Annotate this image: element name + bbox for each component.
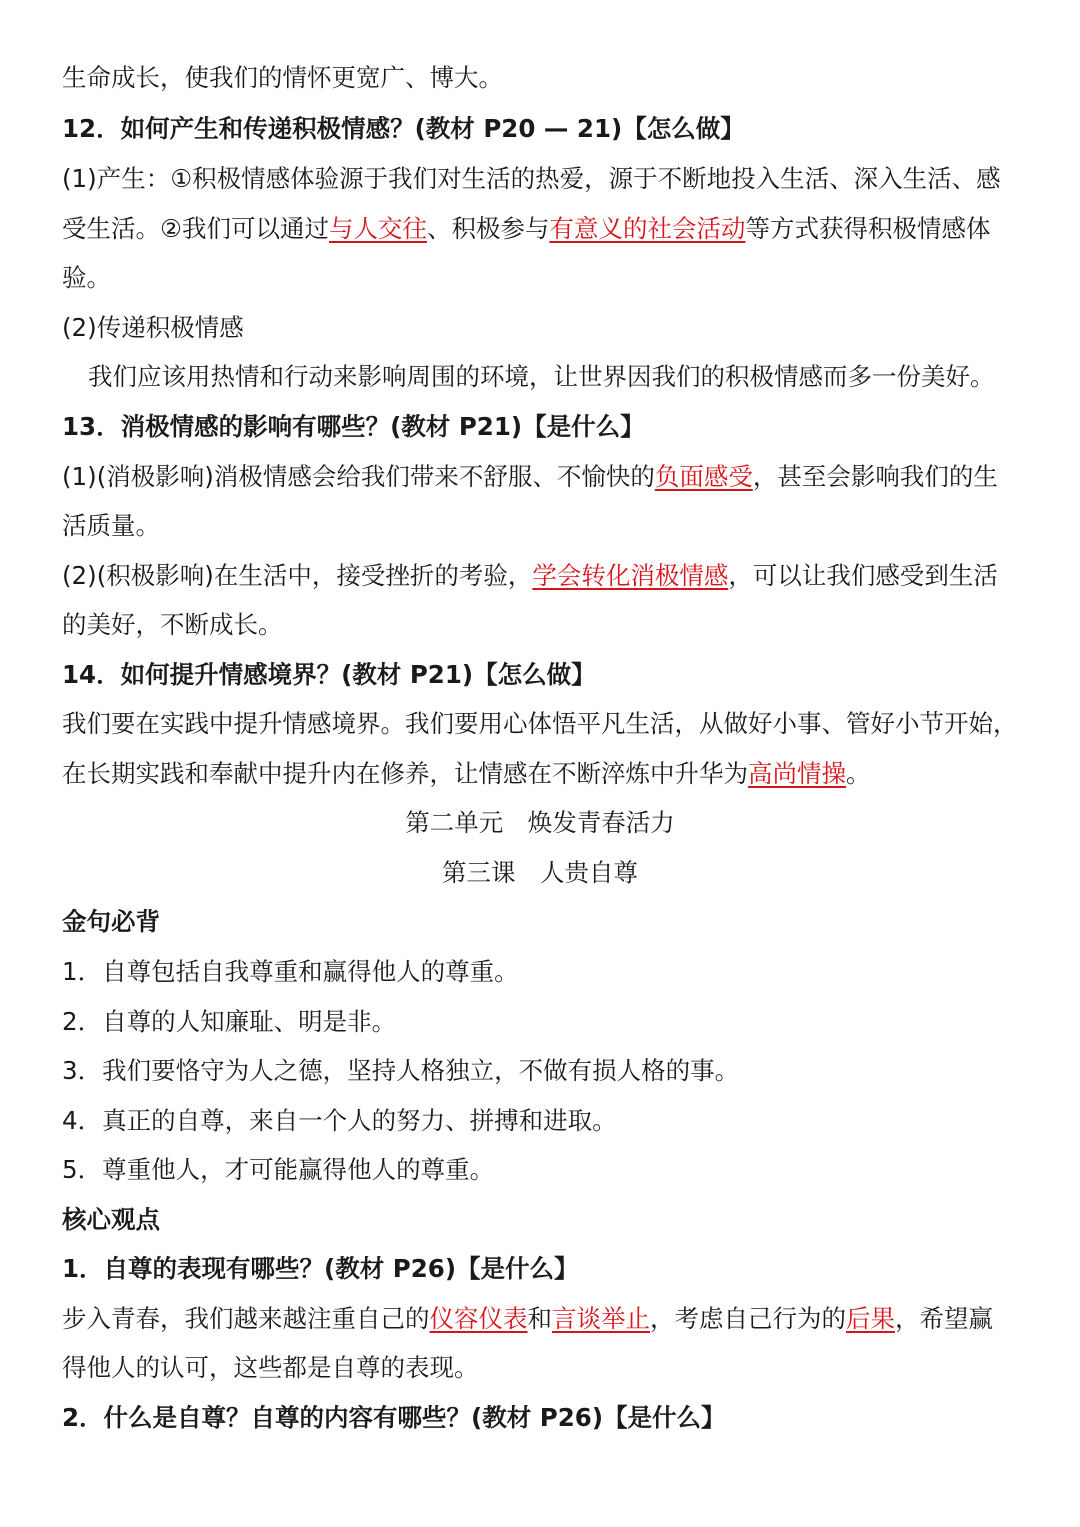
- heading-text: 1．自尊的表现有哪些？(教材 P26)【是什么】: [62, 1254, 579, 1283]
- line-text: 2．自尊的人知廉耻、明是非。: [62, 1007, 397, 1036]
- line-text: ，可以让我们感受到生活: [728, 561, 998, 590]
- text-line: [62, 313, 244, 343]
- line-text: 步入青春，我们越来越注重自己的: [62, 1304, 430, 1333]
- line-text: (2)传递积极情感: [62, 313, 244, 342]
- key-term: 与人交往: [328, 214, 427, 243]
- line-text: 等方式获得积极情感体: [745, 214, 991, 243]
- heading-text: 14．如何提升情感境界？(教材 P21)【怎么做】: [62, 660, 596, 689]
- text-line: [62, 1353, 479, 1383]
- line-text: 和: [527, 1304, 552, 1333]
- unit-title: [0, 808, 1080, 838]
- key-term: 后果: [846, 1304, 895, 1333]
- line-text: 我们应该用热情和行动来影响周围的环境，让世界因我们的积极情感而多一份美好。: [88, 362, 995, 391]
- text-line: [62, 462, 998, 492]
- text-line: [62, 610, 283, 640]
- line-text: ，希望赢: [895, 1304, 993, 1333]
- question-heading-12: [62, 114, 745, 144]
- text-line: [62, 709, 1018, 739]
- text-line: [62, 63, 503, 93]
- line-text: (1)(消极影响)消极情感会给我们带来不舒服、不愉快的: [62, 462, 655, 491]
- line-text: 3．我们要恪守为人之德，坚持人格独立，不做有损人格的事。: [62, 1056, 740, 1085]
- key-term: 有意义的社会活动: [549, 214, 746, 243]
- lesson-title-text: 第三课 人贵自尊: [442, 858, 638, 887]
- heading-text: 金句必背: [62, 907, 160, 936]
- line-text: 的美好，不断成长。: [62, 610, 283, 639]
- line-text: 。: [846, 759, 871, 788]
- line-text: 得他人的认可，这些都是自尊的表现。: [62, 1353, 479, 1382]
- line-text: 5．尊重他人，才可能赢得他人的尊重。: [62, 1155, 495, 1184]
- line-text: 4．真正的自尊，来自一个人的努力、拼搏和进取。: [62, 1106, 617, 1135]
- list-item: [62, 1155, 494, 1185]
- heading-text: 12．如何产生和传递积极情感？(教材 P20 — 21)【怎么做】: [62, 114, 745, 143]
- list-item: [62, 1106, 617, 1136]
- line-text: (2)(积极影响)在生活中，接受挫折的考验，: [62, 561, 533, 590]
- text-line: [62, 561, 998, 591]
- line-text: 、积极参与: [426, 214, 550, 243]
- line-text: 在长期实践和奉献中提升内在修养，让情感在不断淬炼中升华为: [62, 759, 748, 788]
- lesson-title: [0, 858, 1080, 888]
- text-line: [62, 511, 160, 541]
- list-item: [62, 1056, 739, 1086]
- list-item: [62, 1007, 396, 1037]
- key-term: 高尚情操: [748, 759, 846, 788]
- question-heading-c1: [62, 1254, 579, 1284]
- line-text: 验。: [62, 263, 111, 292]
- text-line: [62, 759, 871, 789]
- text-line: [62, 164, 1001, 194]
- line-text: 生命成长，使我们的情怀更宽广、博大。: [62, 63, 503, 92]
- question-heading-13: [62, 412, 645, 442]
- section-heading-core-points: [62, 1205, 160, 1235]
- key-term: 学会转化消极情感: [532, 561, 729, 590]
- question-heading-14: [62, 660, 596, 690]
- text-line: [88, 362, 995, 392]
- key-term: 仪容仪表: [429, 1304, 528, 1333]
- line-text: 活质量。: [62, 511, 160, 540]
- unit-title-text: 第二单元 焕发青春活力: [405, 808, 675, 837]
- text-line: [62, 214, 990, 244]
- heading-text: 核心观点: [62, 1205, 160, 1234]
- line-text: ，考虑自己行为的: [650, 1304, 846, 1333]
- text-line: [62, 263, 111, 293]
- question-heading-c2: [62, 1403, 726, 1433]
- line-text: 1．自尊包括自我尊重和赢得他人的尊重。: [62, 957, 519, 986]
- line-text: (1)产生：①积极情感体验源于我们对生活的热爱，源于不断地投入生活、深入生活、感: [62, 164, 1001, 193]
- line-text: 受生活。②我们可以通过: [62, 214, 329, 243]
- line-text: 我们要在实践中提升情感境界。我们要用心体悟平凡生活，从做好小事、管好小节开始，: [62, 709, 1018, 738]
- section-heading-golden-sentences: [62, 907, 160, 937]
- key-term: 言谈举止: [552, 1304, 650, 1333]
- line-text: ，甚至会影响我们的生: [752, 462, 998, 491]
- heading-text: 2．什么是自尊？自尊的内容有哪些？(教材 P26)【是什么】: [62, 1403, 726, 1432]
- list-item: [62, 957, 519, 987]
- key-term: 负面感受: [654, 462, 753, 491]
- text-line: [62, 1304, 993, 1334]
- heading-text: 13．消极情感的影响有哪些？(教材 P21)【是什么】: [62, 412, 645, 441]
